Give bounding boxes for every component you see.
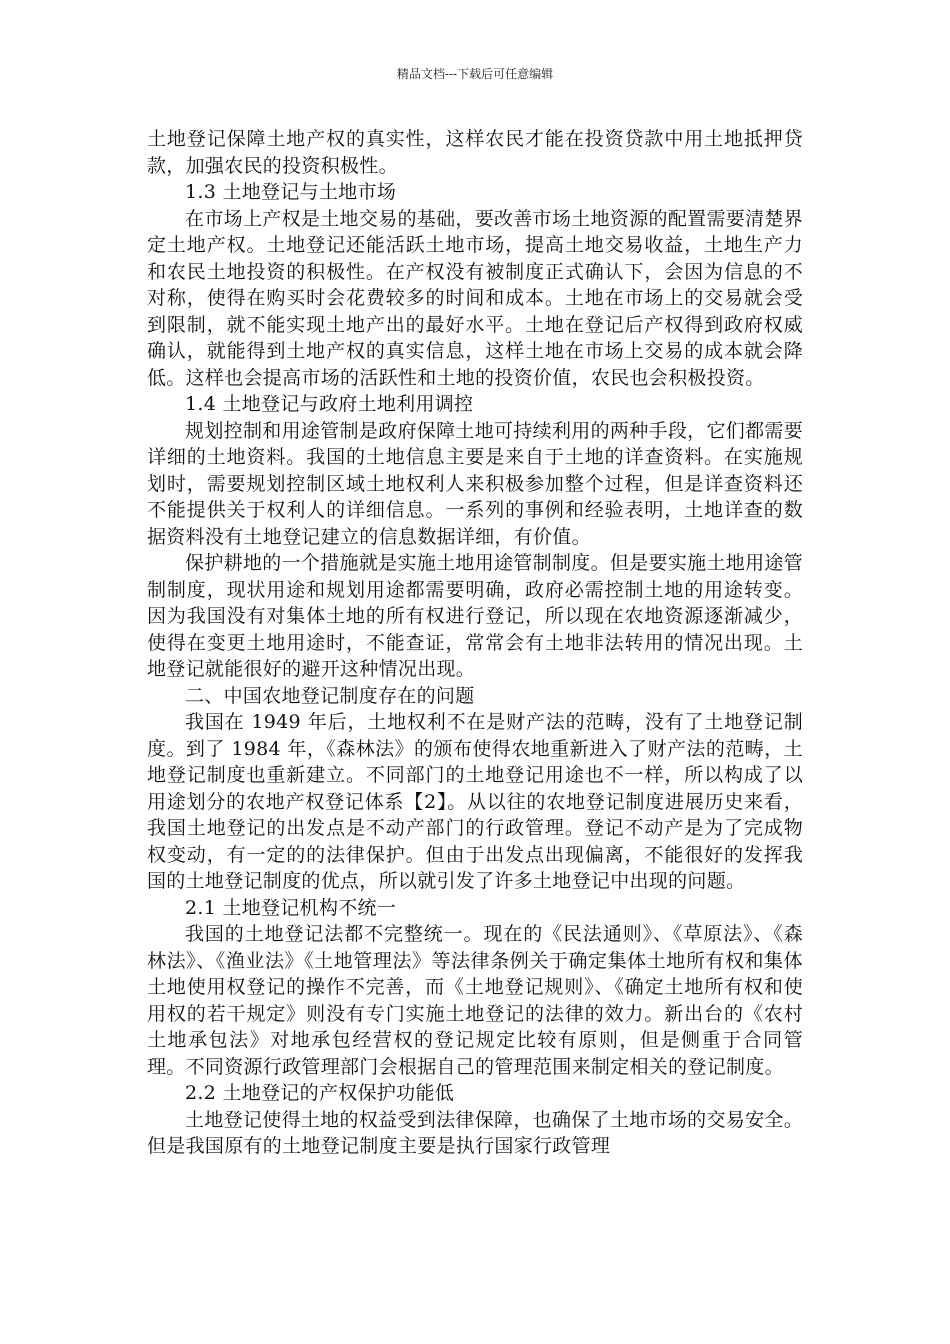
- paragraph: 规划控制和用途管制是政府保障土地可持续利用的两种手段，它们都需要详细的土地资料。我国的土地信息主要是来自于土地的详查资料。在实施规划时，需要规划控制区域土地权利人来积极参加整个过程，但是详查资料还不能提供关于权利人的详细信息。一系列的事例和经验表明，土地详查的数据资料没有土地登记建立的信息数据详细，有价值。: [147, 419, 803, 548]
- paragraph: 保护耕地的一个措施就是实施土地用途管制制度。但是要实施土地用途管制制度，现状用途和规划用途都需要明确，政府必需控制土地的用途转变。因为我国没有对集体土地的所有权进行登记，所以现在农地资源逐渐减少，使得在变更土地用途时，不能查证，常常会有土地非法转用的情况出现。土地登记就能很好的避开这种情况出现。: [147, 552, 803, 680]
- paragraph: 土地登记使得土地的权益受到法律保障，也确保了土地市场的交易安全。但是我国原有的土地登记制度主要是执行国家行政管理: [147, 1108, 803, 1157]
- document-body: [147, 126, 803, 1160]
- paragraph: 土地登记保障土地产权的真实性，这样农民才能在投资贷款中用土地抵押贷款，加强农民的投资积极性。: [147, 128, 803, 177]
- paragraph: 我国在 1949 年后，土地权利不在是财产法的范畴，没有了土地登记制度。到了 1984 年，《森林法》的颁布使得农地重新进入了财产法的范畴，土地登记制度也重新建立。不同部门的土地登记用途也不一样，所以构成了以用途划分的农地产权登记体系【2】。从以往的农地登记制度进展历史来看，我国土地登记的出发点是不动产部门的行政管理。登记不动产是为了完成物权变动，有一定的的法律保护。但由于出发点出现偏离，不能很好的发挥我国的土地登记制度的优点，所以就引发了许多土地登记中出现的问题。: [147, 711, 803, 892]
- section-heading: 1.4 土地登记与政府土地利用调控: [185, 393, 474, 415]
- paragraph: 我国的土地登记法都不完整统一。现在的《民法通则》、《草原法》、《森林法》、《渔业法》《土地管理法》等法律条例关于确定集体土地所有权和集体土地使用权登记的操作不完善，而《土地登记规则》、《确定土地所有权和使用权的若干规定》则没有专门实施土地登记的法律的效力。新出台的《农村土地承包法》对地承包经营权的登记规定比较有原则，但是侧重于合同管理。不同资源行政管理部门会根据自己的管理范围来制定相关的登记制度。: [147, 923, 803, 1078]
- section-heading: 1.3 土地登记与土地市场: [185, 181, 397, 203]
- section-heading: 二、中国农地登记制度存在的问题: [185, 684, 475, 707]
- page-header: 精品文档---下载后可任意编辑: [396, 67, 554, 81]
- section-heading: 2.2 土地登记的产权保护功能低: [185, 1082, 455, 1104]
- section-heading: 2.1 土地登记机构不统一: [185, 896, 397, 919]
- paragraph: 在市场上产权是土地交易的基础，要改善市场土地资源的配置需要清楚界定土地产权。土地登记还能活跃土地市场，提高土地交易收益，土地生产力和农民土地投资的积极性。在产权没有被制度正式确认下，会因为信息的不对称，使得在购买时会花费较多的时间和成本。土地在市场上的交易就会受到限制，就不能实现土地产出的最好水平。土地在登记后产权得到政府权威确认，就能得到土地产权的真实信息，这样土地在市场上交易的成本就会降低。这样也会提高市场的活跃性和土地的投资价值，农民也会积极投资。: [147, 207, 803, 389]
